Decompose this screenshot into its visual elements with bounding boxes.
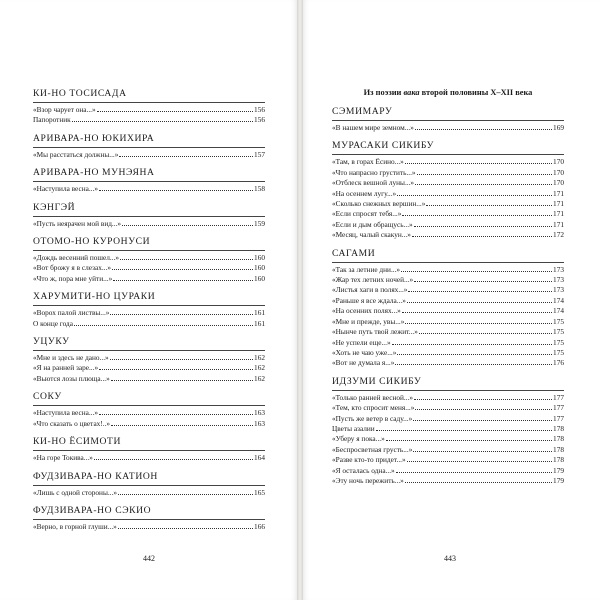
entry-page-number: 163 [254, 408, 265, 418]
entry-page-number: 169 [553, 123, 564, 132]
entry-title: «Только ранней весной...» [332, 392, 414, 402]
entry-page-number: 165 [254, 487, 265, 497]
entry-page-number: 166 [254, 521, 265, 531]
entry-page-number: 157 [254, 149, 265, 159]
author-heading: СЭМИМАРУ [332, 106, 564, 121]
entry-page-number: 175 [553, 327, 564, 337]
entry-title: «Мы расстаться должны...» [33, 149, 119, 159]
dot-leader [99, 408, 253, 415]
entry-title: «Там, в горах Ёсино...» [332, 157, 404, 167]
dot-leader [111, 419, 253, 426]
toc-entry [33, 319, 265, 329]
toc-entry [332, 338, 564, 348]
dot-leader [415, 178, 552, 185]
dot-leader [414, 220, 552, 227]
entry-page-number: 170 [553, 157, 564, 167]
author-heading: КИ-НО ЁСИМОТИ [33, 436, 265, 451]
entry-title: «Вот не думала я...» [332, 358, 395, 368]
book-gutter [297, 0, 303, 600]
toc-entry [33, 115, 265, 125]
toc-entry [332, 306, 564, 316]
entry-title: «Если спросят тебя...» [332, 209, 402, 219]
page-number-right: 443 [444, 554, 456, 563]
entry-page-number: 171 [553, 188, 564, 198]
entry-page-number: 175 [553, 347, 564, 357]
toc-entry [332, 220, 564, 230]
entry-page-number: 175 [553, 337, 564, 347]
toc-entry [332, 275, 564, 285]
entry-page-number: 160 [254, 263, 265, 273]
entry-title: «Хоть не чаю уже...» [332, 347, 397, 357]
entry-page-number: 170 [553, 167, 564, 177]
dot-leader [386, 434, 552, 441]
entry-page-number: 159 [254, 218, 265, 228]
entry-page-number: 175 [553, 316, 564, 326]
dot-leader [415, 123, 552, 130]
toc-entry [33, 353, 265, 363]
entry-title: «Листья хаги в полях...» [332, 285, 408, 295]
page-number-left: 442 [143, 554, 155, 563]
entry-page-number: 179 [553, 465, 564, 475]
toc-entry [332, 168, 564, 178]
author-heading: ОТОМО-НО КУРОНУСИ [33, 236, 265, 251]
toc-entry [33, 453, 265, 463]
entry-title: «Отблеск вешной луны...» [332, 178, 415, 188]
author-heading: СОКУ [33, 391, 265, 406]
toc-entry [332, 327, 564, 337]
dot-leader [110, 353, 253, 360]
toc-entry [332, 348, 564, 358]
author-heading: КИ-НО ТОСИСАДА [33, 88, 265, 103]
entry-page-number: 171 [553, 199, 564, 209]
dot-leader [94, 453, 253, 460]
entry-title: «Уберу я пока...» [332, 434, 385, 444]
dot-leader [414, 393, 552, 400]
entry-title: «Месяц, чалый скакун...» [332, 230, 411, 240]
entry-title: «Тем, кто спросит меня...» [332, 403, 415, 413]
entry-title: «Нынче путь твой лежит...» [332, 327, 418, 337]
dot-leader [99, 363, 253, 370]
right-toc-column [332, 88, 564, 486]
entry-title: «Жар тех летних ночей...» [332, 275, 414, 285]
dot-leader [412, 230, 552, 237]
entry-page-number: 163 [254, 418, 265, 428]
entry-title: «Я на ранней заре...» [33, 363, 99, 373]
dot-leader [110, 308, 253, 315]
entry-page-number: 162 [254, 353, 265, 363]
toc-entry [332, 414, 564, 424]
toc-entry [332, 199, 564, 209]
entry-title: «Беспросветная грусть...» [332, 444, 413, 454]
author-heading: АРИВАРА-НО ЮКИХИРА [33, 133, 265, 148]
entry-title: «Наступила весна...» [33, 408, 98, 418]
section-heading: Из поэзии вака второй половины X–XII века [363, 88, 533, 97]
entry-title: «Ворох палой листвы...» [33, 308, 110, 318]
entry-title: «В нашем мире земном...» [332, 123, 414, 132]
toc-entry [332, 358, 564, 368]
dot-leader [392, 338, 552, 345]
entry-page-number: 171 [553, 209, 564, 219]
entry-page-number: 177 [553, 403, 564, 413]
entry-title: «Вьются лозы плюща...» [33, 373, 110, 383]
dot-leader [120, 253, 253, 260]
toc-entry [33, 408, 265, 418]
toc-entry [332, 455, 564, 465]
entry-title: «Не успели еще...» [332, 337, 391, 347]
dot-leader [72, 115, 253, 122]
dot-leader [414, 275, 552, 282]
dot-leader [396, 466, 552, 473]
author-heading: ИДЗУМИ СИКИБУ [332, 376, 564, 391]
entry-page-number: 179 [553, 475, 564, 485]
dot-leader [405, 157, 552, 164]
dot-leader [122, 219, 253, 226]
entry-page-number: 178 [553, 444, 564, 454]
toc-entry [33, 308, 265, 318]
dot-leader [426, 199, 552, 206]
entry-title: «Взор чарует она...» [33, 105, 96, 114]
entry-page-number: 161 [254, 308, 265, 318]
dot-leader [417, 168, 552, 175]
entry-title: «Пусть же ветер в саду...» [332, 413, 413, 423]
entry-title: «Я осталась одна...» [332, 465, 395, 475]
dot-leader [397, 189, 552, 196]
entry-page-number: 164 [254, 453, 265, 463]
entry-page-number: 177 [553, 413, 564, 423]
entry-title: Цветы азалии [332, 423, 375, 433]
toc-entry [33, 363, 265, 373]
dot-leader [413, 414, 552, 421]
dot-leader [408, 285, 552, 292]
author-heading: КЭНГЭЙ [33, 202, 265, 217]
left-toc-column [33, 88, 265, 532]
dot-leader [397, 348, 552, 355]
dot-leader [415, 403, 552, 410]
toc-entry [332, 230, 564, 240]
entry-page-number: 178 [553, 423, 564, 433]
entry-page-number: 158 [254, 184, 265, 194]
toc-entry [332, 476, 564, 486]
entry-title: «На горе Токива...» [33, 453, 93, 463]
dot-leader [74, 319, 253, 326]
entry-page-number: 156 [254, 115, 265, 125]
entry-page-number: 162 [254, 373, 265, 383]
entry-page-number: 161 [254, 318, 265, 328]
dot-leader [111, 374, 253, 381]
dot-leader [118, 522, 253, 529]
toc-entry [33, 274, 265, 284]
toc-entry [332, 445, 564, 455]
toc-entry [33, 488, 265, 498]
toc-entry [33, 374, 265, 384]
dot-leader [419, 327, 552, 334]
entry-title: «На осеннем лугу...» [332, 188, 397, 198]
toc-entry [332, 178, 564, 188]
entry-page-number: 177 [553, 392, 564, 402]
dot-leader [401, 265, 552, 272]
author-heading: МУРАСАКИ СИКИБУ [332, 140, 564, 155]
toc-entry [33, 184, 265, 194]
dot-leader [407, 296, 552, 303]
entry-page-number: 160 [254, 253, 265, 263]
entry-title: «Дождь весенний пошел...» [33, 253, 120, 263]
entry-title: «Наступила весна...» [33, 184, 98, 194]
entry-title: «Мне и прежде, увы...» [332, 316, 405, 326]
author-heading: ФУДЗИВАРА-НО КАТИОН [33, 471, 265, 486]
dot-leader [376, 424, 552, 431]
toc-entry [332, 434, 564, 444]
entry-page-number: 172 [553, 230, 564, 240]
entry-title: «Разве кто-то придет...» [332, 455, 406, 465]
toc-entry [33, 253, 265, 263]
entry-title: «Так за летние дни...» [332, 264, 401, 274]
author-heading: ХАРУМИТИ-НО ЦУРАКИ [33, 291, 265, 306]
toc-entry [332, 403, 564, 413]
toc-entry [332, 424, 564, 434]
entry-title: О конце года [33, 318, 73, 328]
entry-page-number: 173 [553, 285, 564, 295]
entry-title: «Мне и здесь не дано...» [33, 353, 109, 363]
entry-title: «Сколько снежных вершин...» [332, 199, 426, 209]
entry-page-number: 174 [553, 306, 564, 316]
dot-leader [118, 488, 253, 495]
toc-entry [33, 150, 265, 160]
entry-title: «Что сказать о цветах!..» [33, 418, 111, 428]
dot-leader [413, 445, 552, 452]
entry-page-number: 174 [553, 295, 564, 305]
entry-page-number: 176 [553, 358, 564, 368]
toc-entry [332, 265, 564, 275]
entry-title: «Что ж, пора мне уйти...» [33, 273, 113, 283]
entry-page-number: 171 [553, 219, 564, 229]
entry-title: «Лишь с одной стороны...» [33, 487, 117, 497]
author-heading: САГАМИ [332, 248, 564, 263]
entry-title: «Если и дым обращусь...» [332, 219, 413, 229]
entry-title: «Раньше я все ждала...» [332, 295, 406, 305]
toc-entry [332, 317, 564, 327]
author-heading: АРИВАРА-НО МУНЭЯНА [33, 167, 265, 182]
dot-leader [405, 317, 552, 324]
dot-leader [119, 150, 253, 157]
entry-title: «Вот брожу я в слезах...» [33, 263, 111, 273]
entry-page-number: 160 [254, 273, 265, 283]
toc-entry [332, 466, 564, 476]
entry-page-number: 173 [553, 264, 564, 274]
entry-title: «Что напрасно грустить...» [332, 167, 416, 177]
dot-leader [99, 184, 253, 191]
dot-leader [395, 358, 552, 365]
entry-page-number: 162 [254, 363, 265, 373]
entry-page-number: 178 [553, 455, 564, 465]
entry-title: «Эту ночь пережить...» [332, 475, 404, 485]
author-heading: УЦУКУ [33, 336, 265, 351]
dot-leader [407, 455, 552, 462]
toc-entry [332, 209, 564, 219]
toc-entry [33, 263, 265, 273]
toc-entry [33, 105, 265, 115]
dot-leader [402, 306, 552, 313]
toc-entry [332, 189, 564, 199]
entry-page-number: 156 [254, 105, 265, 114]
entry-page-number: 173 [553, 275, 564, 285]
toc-entry [332, 393, 564, 403]
dot-leader [113, 274, 253, 281]
toc-entry [332, 296, 564, 306]
entry-title: «Пусть неярачен мой вид...» [33, 218, 122, 228]
entry-page-number: 170 [553, 178, 564, 188]
toc-entry [332, 285, 564, 295]
toc-entry [332, 157, 564, 167]
entry-title: «На осенних полях...» [332, 306, 401, 316]
dot-leader [402, 209, 552, 216]
toc-entry [332, 123, 564, 133]
toc-entry [33, 522, 265, 532]
entry-title: Папоротник [33, 115, 71, 125]
entry-page-number: 178 [553, 434, 564, 444]
entry-title: «Верно, в горной глуши...» [33, 521, 117, 531]
dot-leader [405, 476, 552, 483]
dot-leader [112, 263, 253, 270]
author-heading: ФУДЗИВАРА-НО СЭКИО [33, 505, 265, 520]
dot-leader [97, 105, 253, 112]
toc-entry [33, 219, 265, 229]
toc-entry [33, 419, 265, 429]
